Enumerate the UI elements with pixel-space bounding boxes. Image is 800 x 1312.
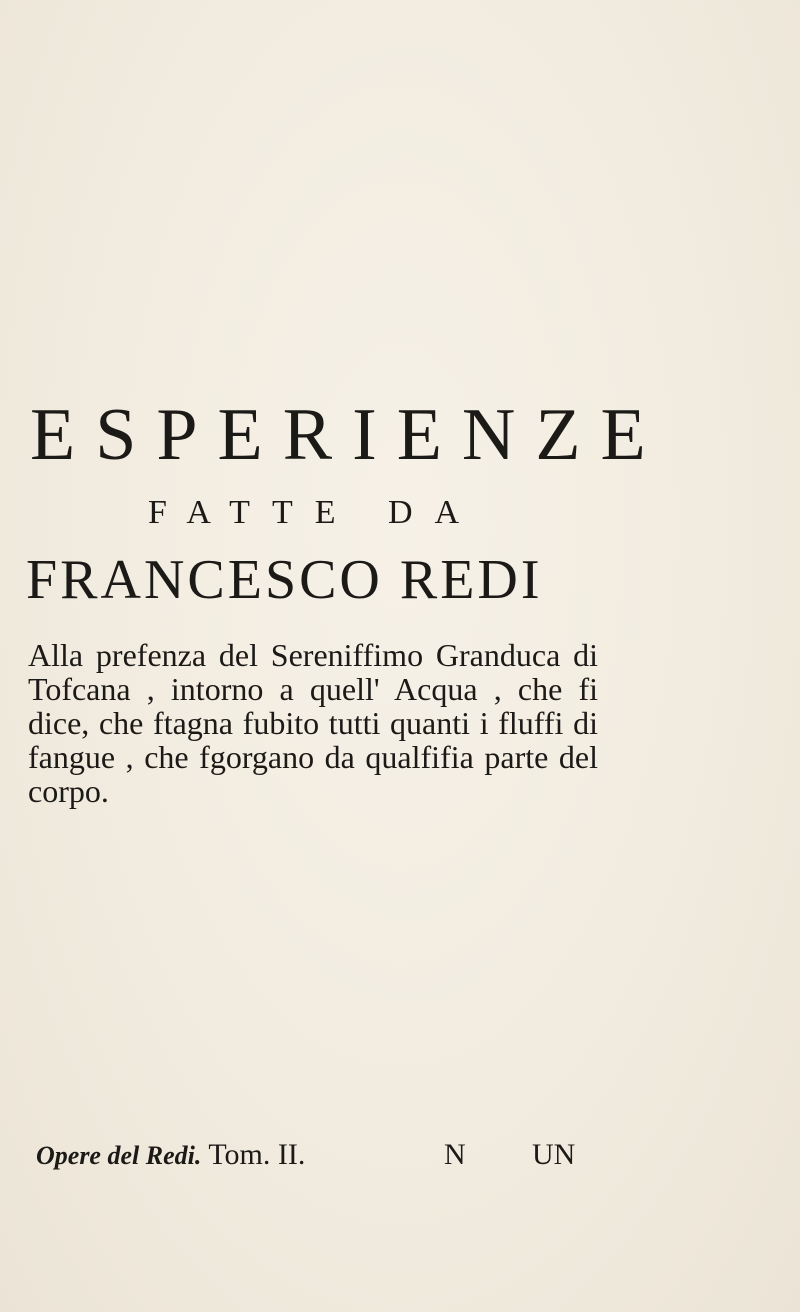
page-subtitle: FATTE DA [148, 494, 482, 531]
author-name: FRANCESCO REDI [26, 549, 543, 611]
page-footer [36, 1140, 636, 1170]
signature-mark: N [444, 1138, 466, 1171]
body-text: Alla prefenza del Sereniffimo Granduca di Tofcana , intorno a quell' Acqua , che fi dice, che ftagna fubito tutti quanti i fluffi di fangue , che fgorgano da qualfifia parte del corpo. [28, 637, 598, 809]
footer-source: Opere del Redi. [36, 1141, 202, 1170]
page-title: ESPERIENZE [30, 394, 666, 476]
footer-volume: Tom. II. [208, 1138, 306, 1171]
catchword: UN [532, 1138, 576, 1171]
body-paragraph [28, 638, 598, 808]
